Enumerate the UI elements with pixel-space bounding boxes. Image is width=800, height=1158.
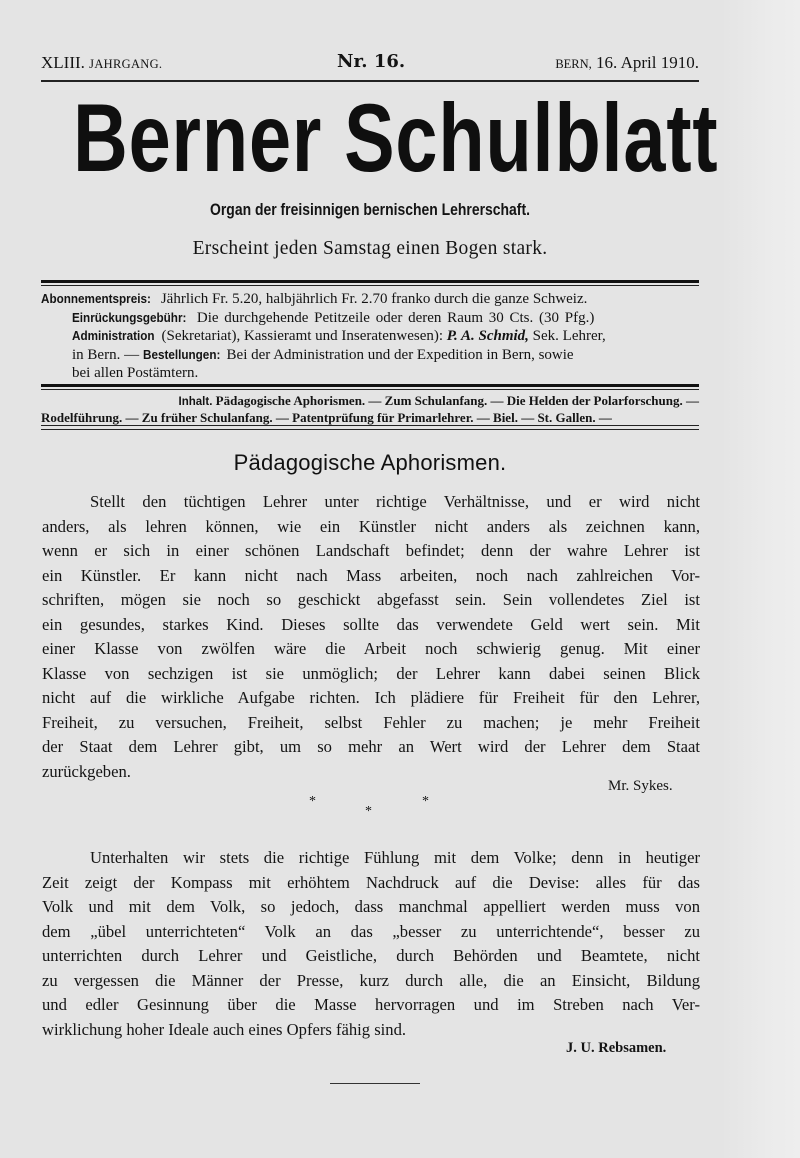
- article-end-rule: [330, 1083, 420, 1084]
- volume-word: JAHRGANG.: [89, 57, 163, 71]
- masthead-topline: [41, 52, 699, 74]
- divider-thick: [41, 280, 699, 283]
- subscription-info: [41, 290, 699, 383]
- info-line-bestellungen: in Bern. — Bestellungen: Bei der Administration und der Expedition in Bern, sowie: [72, 346, 574, 363]
- info-line-postaemter: bei allen Postämtern.: [72, 365, 199, 381]
- info-line-einrueckung: Einrückungsgebühr: Die durchgehende Petitzeile oder deren Raum 30 Cts. (30 Pfg.): [72, 309, 595, 326]
- divider-thin: [41, 285, 699, 286]
- text-line: ein Künstler. Er kann nicht nach Mass arbeiten, noch nach zahlreichen Vor-: [42, 565, 700, 585]
- divider-thin: [41, 429, 699, 430]
- volume-label: XLIII. JAHRGANG.: [41, 53, 163, 72]
- text-line: zurückgeben.: [42, 761, 131, 781]
- text-line: der Staat dem Lehrer gibt, um so mehr an Wert wird der Lehrer dem Staat: [42, 737, 700, 756]
- masthead-rule: [41, 80, 699, 82]
- signature-sykes: Mr. Sykes.: [608, 778, 673, 794]
- text-line: und edler Gesinnung über die Masse hervorragen und im Streben nach Ver-: [42, 995, 700, 1014]
- separator-star: *: [422, 794, 429, 809]
- text-line: wirklichung hoher Ideale auch eines Opfers fähig sind.: [42, 1019, 407, 1039]
- info-line-abo: Abonnementspreis: Jährlich Fr. 5.20, halbjährlich Fr. 2.70 franko durch die ganze Schweiz.: [41, 291, 588, 307]
- text-line: ein gesundes, starkes Kind. Dieses sollte das verwendete Geld wert sein. Mit: [42, 614, 700, 634]
- divider-thin: [41, 425, 699, 426]
- text-line: wenn er sich in einer schönen Landschaft befindet; denn der wahre Lehrer ist: [42, 541, 700, 560]
- text-line: schriften, mögen sie noch so geschickt abgefasst sein. Sein vollendetes Ziel ist: [42, 590, 700, 609]
- text-line: zu vergessen die Männer der Presse, kurz durch alle, die an Einsicht, Bildung: [42, 970, 700, 990]
- toc-line-1: Inhalt. Pädagogische Aphorismen. — Zum Schulanfang. — Die Helden der Polarforschung. —: [178, 393, 699, 408]
- text-line: einer Klasse von zwölfen wäre die Arbeit noch schwierig genug. Mit einer: [42, 639, 700, 658]
- article-paragraph-2: [42, 846, 700, 1042]
- text-line: Freiheit, zu versuchen, Freiheit, selbst Fehler zu machen; je mehr Freiheit: [42, 712, 700, 732]
- separator-star: *: [365, 804, 372, 819]
- text-line: Unterhalten wir stets die richtige Fühlung mit dem Volke; denn in heutiger: [90, 848, 700, 867]
- newspaper-subtitle: Organ der freisinnigen bernischen Lehrerschaft.: [210, 200, 530, 219]
- article-heading: Pädagogische Aphorismen.: [233, 450, 507, 475]
- article-paragraph-1: [42, 490, 700, 784]
- info-line-administration: Administration (Sekretariat), Kassieramt und Inseratenwesen): P. A. Schmid, Sek. Lehrer,: [72, 328, 606, 344]
- toc-line-2: Rodelführung. — Zu früher Schulanfang. — Patentprüfung für Primarlehrer. — Biel. — St. Gallen. —: [41, 410, 612, 425]
- issue-number: Nr. 16.: [337, 51, 406, 72]
- text-line: Stellt den tüchtigen Lehrer unter richtige Verhältnisse, und er wird nicht: [90, 492, 700, 511]
- table-of-contents: [41, 393, 699, 425]
- signature-rebsamen: J. U. Rebsamen.: [566, 1040, 667, 1056]
- issue-date: BERN, 16. April 1910.: [555, 53, 699, 72]
- text-line: Klasse von sechzigen ist sie unmöglich; der Lehrer kann dabei seinen Blick: [42, 663, 700, 683]
- text-line: dem „übel unterrichteten“ Volk an das „besser zu unterrichtende“, besser zu: [42, 921, 700, 941]
- text-line: Volk und mit dem Volk, so jedoch, dass manchmal appelliert werden muss von: [42, 897, 700, 916]
- separator-star: *: [309, 794, 316, 809]
- newspaper-title: Berner Schulblatt: [73, 83, 719, 192]
- divider-thin: [41, 389, 699, 390]
- divider-thick: [41, 384, 699, 387]
- text-line: unterrichten durch Lehrer und Geistliche, durch Behörden und Beamtete, nicht: [42, 946, 700, 965]
- text-line: anders, als lehren können, wie ein Künstler nicht anders als zeichnen kann,: [42, 516, 700, 536]
- text-line: nicht auf die wirkliche Aufgabe richten. Ich plädiere für Freiheit für den Lehrer,: [42, 688, 700, 707]
- text-line: Zeit zeigt der Kompass mit erhöhtem Nachdruck auf die Devise: alles für das: [42, 872, 700, 892]
- publication-frequency: Erscheint jeden Samstag einen Bogen stark.: [192, 238, 548, 259]
